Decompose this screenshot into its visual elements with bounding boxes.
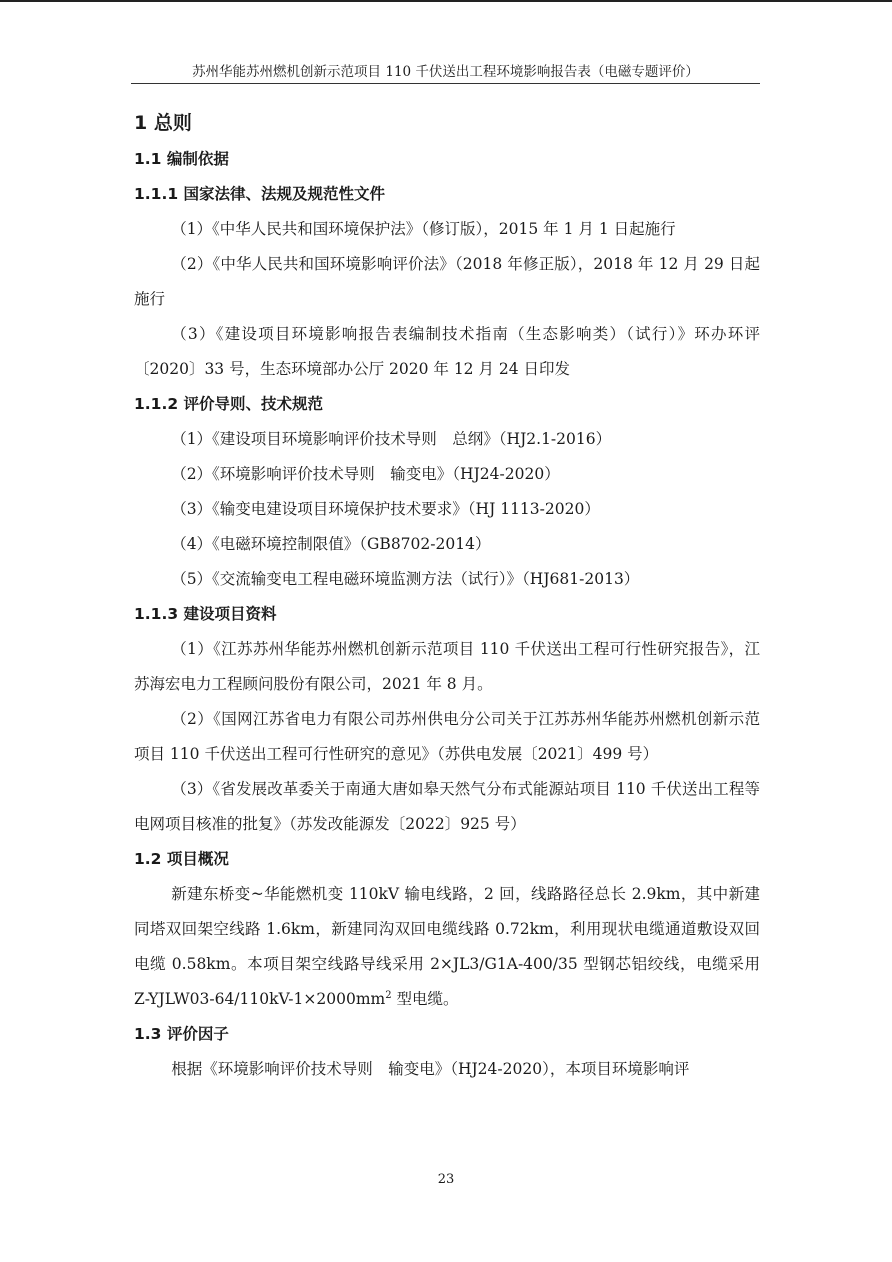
evaluation-factor-paragraph: 根据《环境影响评价技术导则 输变电》（HJ24-2020），本项目环境影响评: [171, 1060, 690, 1078]
section-1-heading: 1 总则: [134, 112, 192, 134]
law-item-2: （2）《中华人民共和国环境影响评价法》（2018 年修正版），2018 年 12 月 29 日起施行: [134, 255, 760, 308]
superscript-2: 2: [385, 989, 392, 1001]
section-1-3-heading: 1.3 评价因子: [134, 1025, 229, 1043]
section-1-1-heading: 1.1 编制依据: [134, 150, 229, 168]
standard-item-3: （3）《输变电建设项目环境保护技术要求》（HJ 1113-2020）: [171, 500, 600, 518]
project-doc-item-3: （3）《省发展改革委关于南通大唐如皋天然气分布式能源站项目 110 千伏送出工程等电网项目核准的批复》（苏发改能源发〔2022〕925 号）: [134, 780, 760, 833]
document-body: [134, 104, 760, 1087]
section-1-1-2-heading: 1.1.2 评价导则、技术规范: [134, 395, 324, 413]
standard-item-4: （4）《电磁环境控制限值》（GB8702-2014）: [171, 535, 491, 553]
overview-text-end: 型电缆。: [391, 990, 459, 1008]
running-header: 苏州华能苏州燃机创新示范项目 110 千伏送出工程环境影响报告表（电磁专题评价）: [131, 63, 760, 84]
law-item-3: （3）《建设项目环境影响报告表编制技术指南（生态影响类）（试行）》环办环评〔2020〕33 号，生态环境部办公厅 2020 年 12 月 24 日印发: [134, 325, 760, 378]
page-number: 23: [437, 1172, 455, 1187]
project-doc-item-1: （1）《江苏苏州华能苏州燃机创新示范项目 110 千伏送出工程可行性研究报告》，江苏海宏电力工程顾问股份有限公司，2021 年 8 月。: [134, 640, 760, 693]
project-doc-item-2: （2）《国网江苏省电力有限公司苏州供电分公司关于江苏苏州华能苏州燃机创新示范项目 110 千伏送出工程可行性研究的意见》（苏供电发展〔2021〕499 号）: [134, 710, 760, 763]
overview-text: 新建东桥变~华能燃机变 110kV 输电线路，2 回，线路路径总长 2.9km，其中新建同塔双回架空线路 1.6km，新建同沟双回电缆线路 0.72km，利用现状电缆通道敷设双回电缆 0.58km。本项目架空线路导线采用 2×JL3/G1A-400/35 型钢芯铝绞线，电缆采用 Z-YJLW03-64/110kV-1×2000mm: [134, 885, 760, 1008]
standard-item-2: （2）《环境影响评价技术导则 输变电》（HJ24-2020）: [171, 465, 560, 483]
section-1-1-1-heading: 1.1.1 国家法律、法规及规范性文件: [134, 185, 386, 203]
project-overview-paragraph: [134, 877, 760, 1017]
law-item-1: （1）《中华人民共和国环境保护法》（修订版），2015 年 1 月 1 日起施行: [171, 220, 676, 238]
page-top-border: [0, 0, 892, 2]
standard-item-1: （1）《建设项目环境影响评价技术导则 总纲》（HJ2.1-2016）: [171, 430, 612, 448]
standard-item-5: （5）《交流输变电工程电磁环境监测方法（试行）》（HJ681-2013）: [171, 570, 640, 588]
section-1-1-3-heading: 1.1.3 建设项目资料: [134, 605, 277, 623]
section-1-2-heading: 1.2 项目概况: [134, 850, 229, 868]
